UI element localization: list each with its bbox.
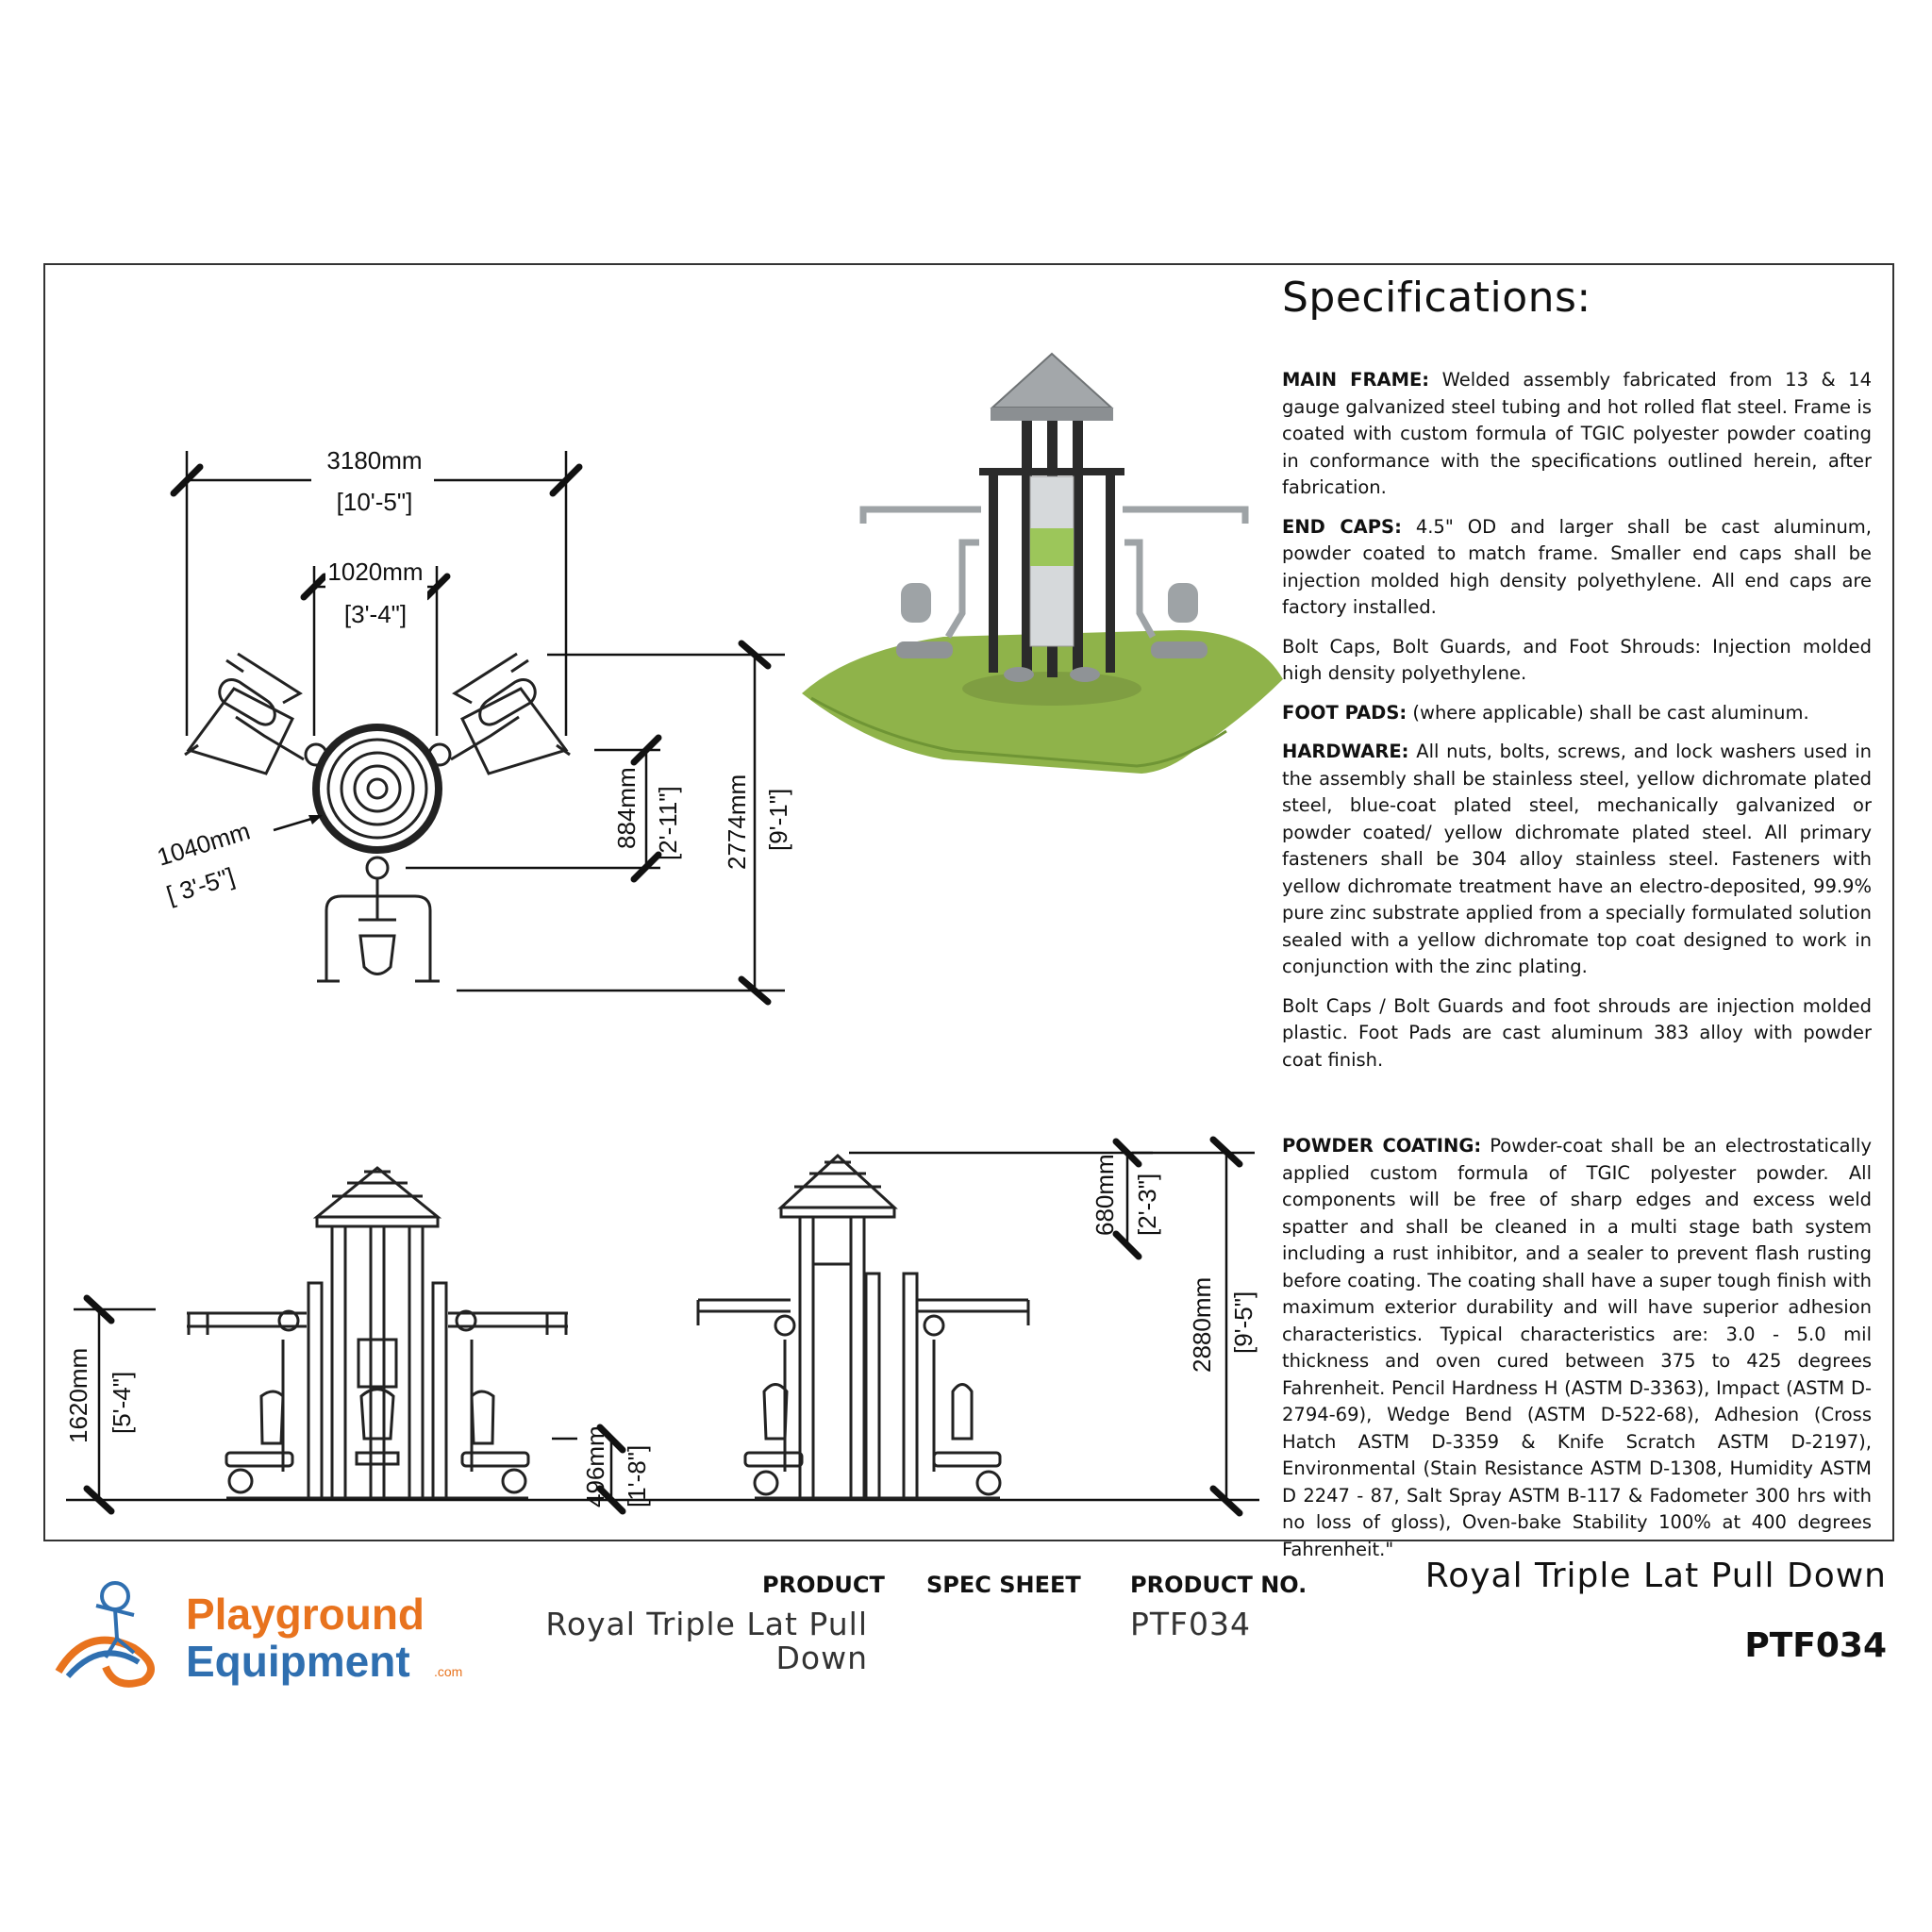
top-view-drawing: [154, 443, 792, 1002]
logo-text-suffix: .com: [434, 1664, 463, 1679]
spec-end-caps: END CAPS: 4.5" OD and larger shall be cast aluminum, powder coated to match frame. Smaller end caps shall be injection molded high density polyethylene. All end caps are factory installed.: [1282, 515, 1872, 618]
product-no-value: PTF034: [1130, 1606, 1252, 1642]
spec-sheet-label: SPEC SHEET: [926, 1572, 1081, 1598]
specifications-panel: [1282, 274, 1872, 1575]
product-label: PRODUCT: [762, 1572, 885, 1598]
front-elevation-dimensions: [64, 1298, 1259, 1511]
dim-seat-height-ft: [1'-8"]: [623, 1444, 651, 1507]
dim-overall-width-ft: [10'-5"]: [336, 488, 413, 516]
dim-roof-height-ft: [2'-3"]: [1133, 1173, 1161, 1236]
logo-text-equipment: Equipment: [186, 1637, 410, 1686]
spec-plastic-parts: Bolt Caps / Bolt Guards and foot shrouds are injection molded plastic. Foot Pads are cast aluminum 383 alloy with powder coat finish.: [1282, 994, 1872, 1071]
dim-diameter-ft: [ 3'-5"]: [162, 861, 238, 909]
specifications-title: Specifications:: [1282, 274, 1591, 322]
footer: [0, 1547, 1932, 1717]
dim-overall-height-ft: [9'-5"]: [1229, 1291, 1257, 1354]
spec-hardware: HARDWARE: All nuts, bolts, screws, and lock washers used in the assembly shall be stainless steel, yellow dichromate plated steel, blue-coat plated steel, mechanically galvanized or powder coated/ yellow dichromate plated steel. All primary fasteners shall be 304 alloy stainless steel. Fasteners with yellow dichromate treatment have an electro-deposited, 99.9% pure zinc substrate applied from a specially formulated solution sealed with a yellow dichromate top coat designed to work in conjunction with the zinc plating.: [1282, 741, 1872, 977]
dim-seat-height-mm: 496mm: [581, 1425, 609, 1507]
spec-powder-coating: POWDER COATING: Powder-coat shall be an electrostatically applied custom formula of TGIC polyester powder. All components will be free of sharp edges and excess weld spatter and shall be cleaned in a multi stage bath system including a rust inhibitor, and a sealer to prevent flash rusting before coating. The coating shall have a super tough finish with maximum exterior durability and will have superior adhesion characteristics. Typical characteristics are: 3.0 - 5.0 mil thickness and oven cured between 375 to 425 degrees Fahrenheit. Pencil Hardness H (ASTM D-3363), Impact (ASTM D-2794-69), Wedge Bend (ASTM D-522-68), Adhesion (Cross Hatch ASTM D-3359 & Knife Scratch ASTM D-2197), Environmental (Stain Resistance ASTM D-1308, Humidity ASTM D 2247 - 87, Salt Spray ASTM B-117 & Fadometer 300 hrs with no loss of gloss), Oven-bake Stability 100% at 400 degrees Fahrenheit.": [1282, 1135, 1873, 1560]
product-3d-render: [802, 354, 1283, 774]
dim-overall-height-mm: 2880mm: [1188, 1276, 1216, 1373]
side-elevation-dimensions: [849, 1140, 1257, 1513]
dim-overall-depth-ft: [9'-1"]: [764, 788, 792, 851]
dim-diameter-mm: 1040mm: [153, 816, 254, 872]
dim-center-width-mm: 1020mm: [327, 558, 424, 586]
product-no-label: PRODUCT NO.: [1130, 1572, 1307, 1598]
side-elevation-drawing: [698, 1156, 1028, 1498]
dim-arm-depth-ft: [2'-11"]: [654, 786, 682, 860]
spec-bolt-caps: Bolt Caps, Bolt Guards, and Foot Shrouds: Injection molded high density polyethylene.: [1282, 635, 1872, 684]
product-value-line1: Royal Triple Lat Pull: [545, 1606, 868, 1642]
dim-overall-width-mm: 3180mm: [326, 446, 423, 475]
front-elevation-drawing: [187, 1168, 568, 1498]
playground-equipment-logo: [49, 1558, 464, 1690]
spec-foot-pads: FOOT PADS: (where applicable) shall be cast aluminum.: [1282, 701, 1809, 724]
dim-handle-height-mm: 1620mm: [64, 1347, 92, 1443]
dim-handle-height-ft: [5'-4"]: [108, 1371, 136, 1434]
dim-center-width-ft: [3'-4"]: [343, 600, 408, 628]
dim-overall-depth-mm: 2774mm: [723, 774, 751, 870]
spec-main-frame: MAIN FRAME: Welded assembly fabricated from 13 & 14 gauge galvanized steel tubing and hot rolled flat steel. Frame is coated with custom formula of TGIC polyester powder coating in conformance with the specifications outlined herein, after fabrication.: [1282, 369, 1872, 498]
dim-arm-depth-mm: 884mm: [612, 767, 641, 849]
product-title: Royal Triple Lat Pull Down: [1424, 1557, 1887, 1595]
product-value-line2: Down: [775, 1640, 868, 1676]
logo-text-playground: Playground: [186, 1590, 425, 1639]
dim-roof-height-mm: 680mm: [1091, 1154, 1119, 1236]
product-code: PTF034: [1744, 1626, 1887, 1665]
